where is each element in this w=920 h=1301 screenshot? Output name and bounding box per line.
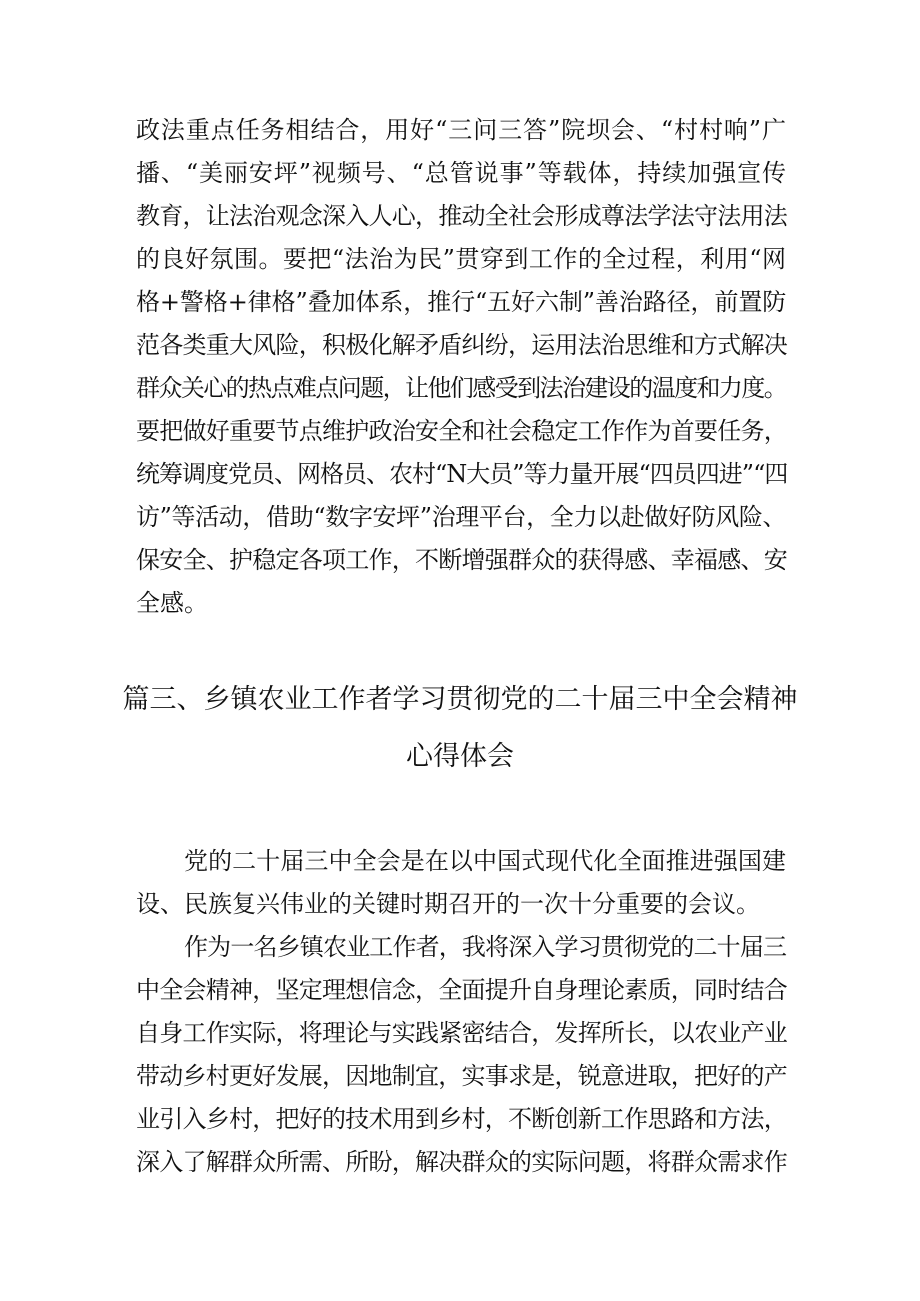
text-line: 政法重点任务相结合，用好“三问三答”院坝会、“村村响”广: [136, 116, 786, 144]
text-line: 业引入乡村，把好的技术用到乡村，不断创新工作思路和方法，: [136, 1105, 787, 1133]
text-line: 中全会精神，坚定理想信念，全面提升自身理论素质，同时结合: [136, 976, 787, 1004]
text-line: 带动乡村更好发展，因地制宜，实事求是，锐意进取，把好的产: [136, 1062, 787, 1090]
text-line: 访”等活动，借助“数字安坪”治理平台，全力以赴做好防风险、: [136, 503, 786, 531]
text-line: 自身工作实际，将理论与实践紧密结合，发挥所长，以农业产业: [136, 1019, 787, 1047]
text-line: 播、“美丽安坪”视频号、“总管说事”等载体，持续加强宣传: [136, 159, 786, 187]
text-line: 群众关心的热点难点问题，让他们感受到法治建设的温度和力度。: [136, 374, 786, 402]
text-line: 设、民族复兴伟业的关键时期召开的一次十分重要的会议。: [136, 890, 760, 918]
text-line: 格+警格+律格”叠加体系，推行“五好六制”善治路径，前置防: [136, 288, 786, 316]
text-line: 深入了解群众所需、所盼，解决群众的实际问题，将群众需求作: [136, 1148, 787, 1176]
text-line: 要把做好重要节点维护政治安全和社会稳定工作作为首要任务，: [136, 417, 787, 445]
text-line: 全感。: [136, 589, 208, 617]
text-line: 保安全、护稳定各项工作，不断增强群众的获得感、幸福感、安: [136, 546, 787, 574]
text-line: 党的二十届三中全会是在以中国式现代化全面推进强国建: [184, 847, 786, 875]
text-line: 作为一名乡镇农业工作者，我将深入学习贯彻党的二十届三: [184, 933, 786, 961]
text-line: 教育，让法治观念深入人心，推动全社会形成尊法学法守法用法: [136, 202, 787, 230]
section-heading-line-2: 心得体会: [406, 741, 514, 772]
text-line: 范各类重大风险，积极化解矛盾纠纷，运用法治思维和方式解决: [136, 331, 787, 359]
text-line: 的良好氛围。要把“法治为民”贯穿到工作的全过程，利用“网: [136, 245, 786, 273]
section-heading-line-1: 篇三、乡镇农业工作者学习贯彻党的二十届三中全会精神: [122, 684, 798, 715]
text-line: 统筹调度党员、网格员、农村“N大员”等力量开展“四员四进”“四: [136, 460, 788, 488]
